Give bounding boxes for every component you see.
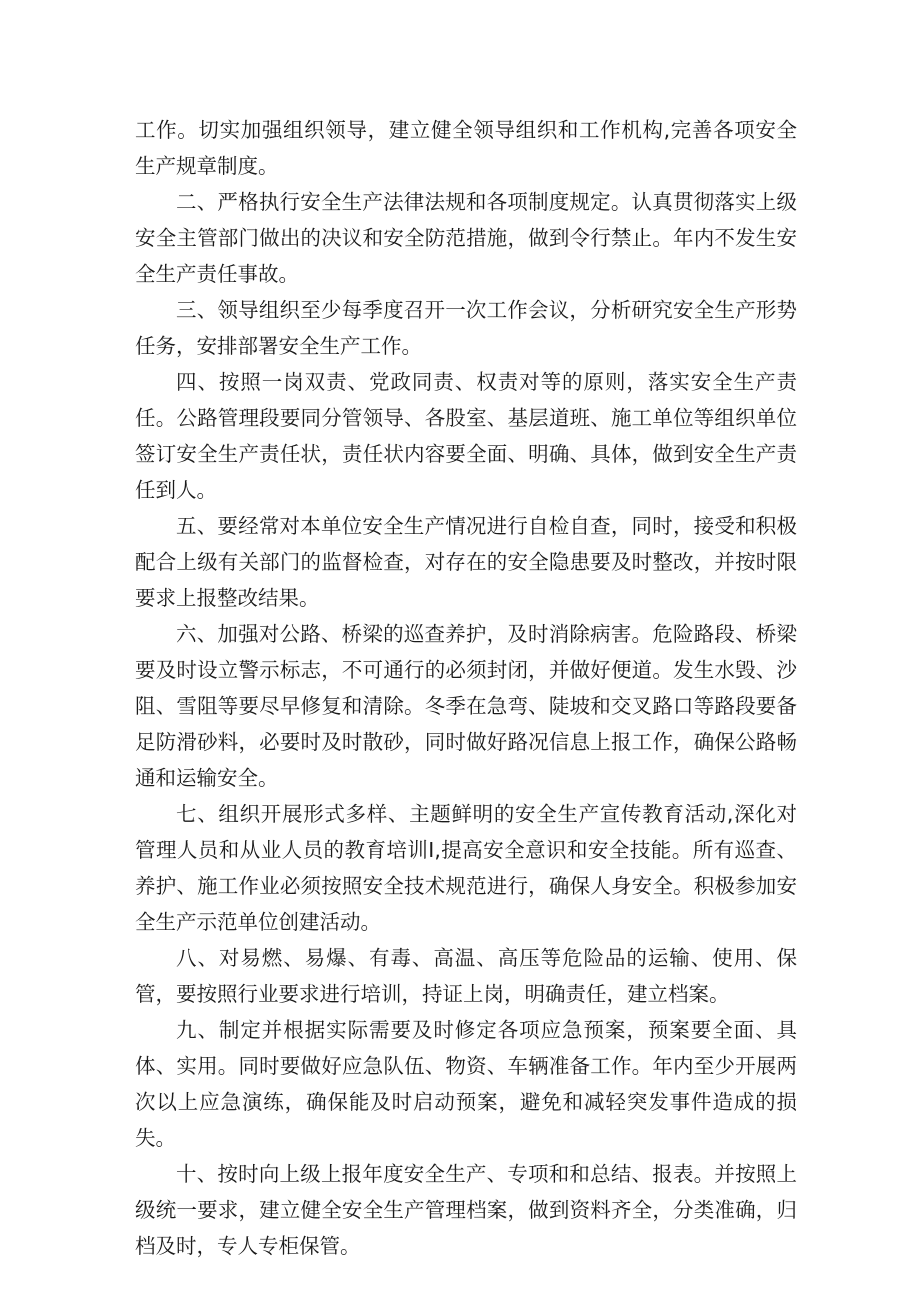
- paragraph-item-3: 三、领导组织至少每季度召开一次工作会议，分析研究安全生产形势任务，安排部署安全生产工作。: [135, 298, 797, 358]
- paragraph-item-10: 十、按时向上级上报年度安全生产、专项和和总结、报表。并按照上级统一要求，建立健全安全生产管理档案，做到资料齐全，分类准确，归档及时，专人专柜保管。: [135, 1162, 797, 1258]
- paragraph-item-8: 八、对易燃、易爆、有毒、高温、高压等危险品的运输、使用、保管，要按照行业要求进行培训，持证上岗，明确责任，建立档案。: [135, 946, 797, 1006]
- paragraph-item-4: 四、按照一岗双责、党政同责、权责对等的原则，落实安全生产责任。公路管理段要同分管领导、各股室、基层道班、施工单位等组织单位签订安全生产责任状，责任状内容要全面、明确、具体，做到安全生产责任到人。: [135, 370, 797, 502]
- document-body: [135, 112, 797, 1264]
- paragraph-item-9: 九、制定并根据实际需要及时修定各项应急预案，预案要全面、具体、实用。同时要做好应急队伍、物资、车辆准备工作。年内至少开展两次以上应急演练，确保能及时启动预案，避免和减轻突发事件造成的损失。: [135, 1018, 797, 1150]
- paragraph-item-6: 六、加强对公路、桥梁的巡查养护，及时消除病害。危险路段、桥梁要及时设立警示标志，不可通行的必须封闭，并做好便道。发生水毁、沙阻、雪阻等要尽早修复和清除。冬季在急弯、陡坡和交叉路口等路段要备足防滑砂料，必要时及时散砂，同时做好路况信息上报工作，确保公路畅通和运输安全。: [135, 622, 797, 790]
- paragraph-continuation: 工作。切实加强组织领导，建立健全领导组织和工作机构,完善各项安全生产规章制度。: [135, 118, 797, 178]
- paragraph-item-5: 五、要经常对本单位安全生产情况进行自检自查，同时，接受和积极配合上级有关部门的监督检查，对存在的安全隐患要及时整改，并按时限要求上报整改结果。: [135, 514, 797, 610]
- paragraph-item-2: 二、严格执行安全生产法律法规和各项制度规定。认真贯彻落实上级安全主管部门做出的决议和安全防范措施，做到令行禁止。年内不发生安全生产责任事故。: [135, 190, 797, 286]
- paragraph-item-7: 七、组织开展形式多样、主题鲜明的安全生产宣传教育活动,深化对管理人员和从业人员的教育培训I,提高安全意识和安全技能。所有巡查、养护、施工作业必须按照安全技术规范进行，确保人身安全。积极参加安全生产示范单位创建活动。: [135, 802, 797, 934]
